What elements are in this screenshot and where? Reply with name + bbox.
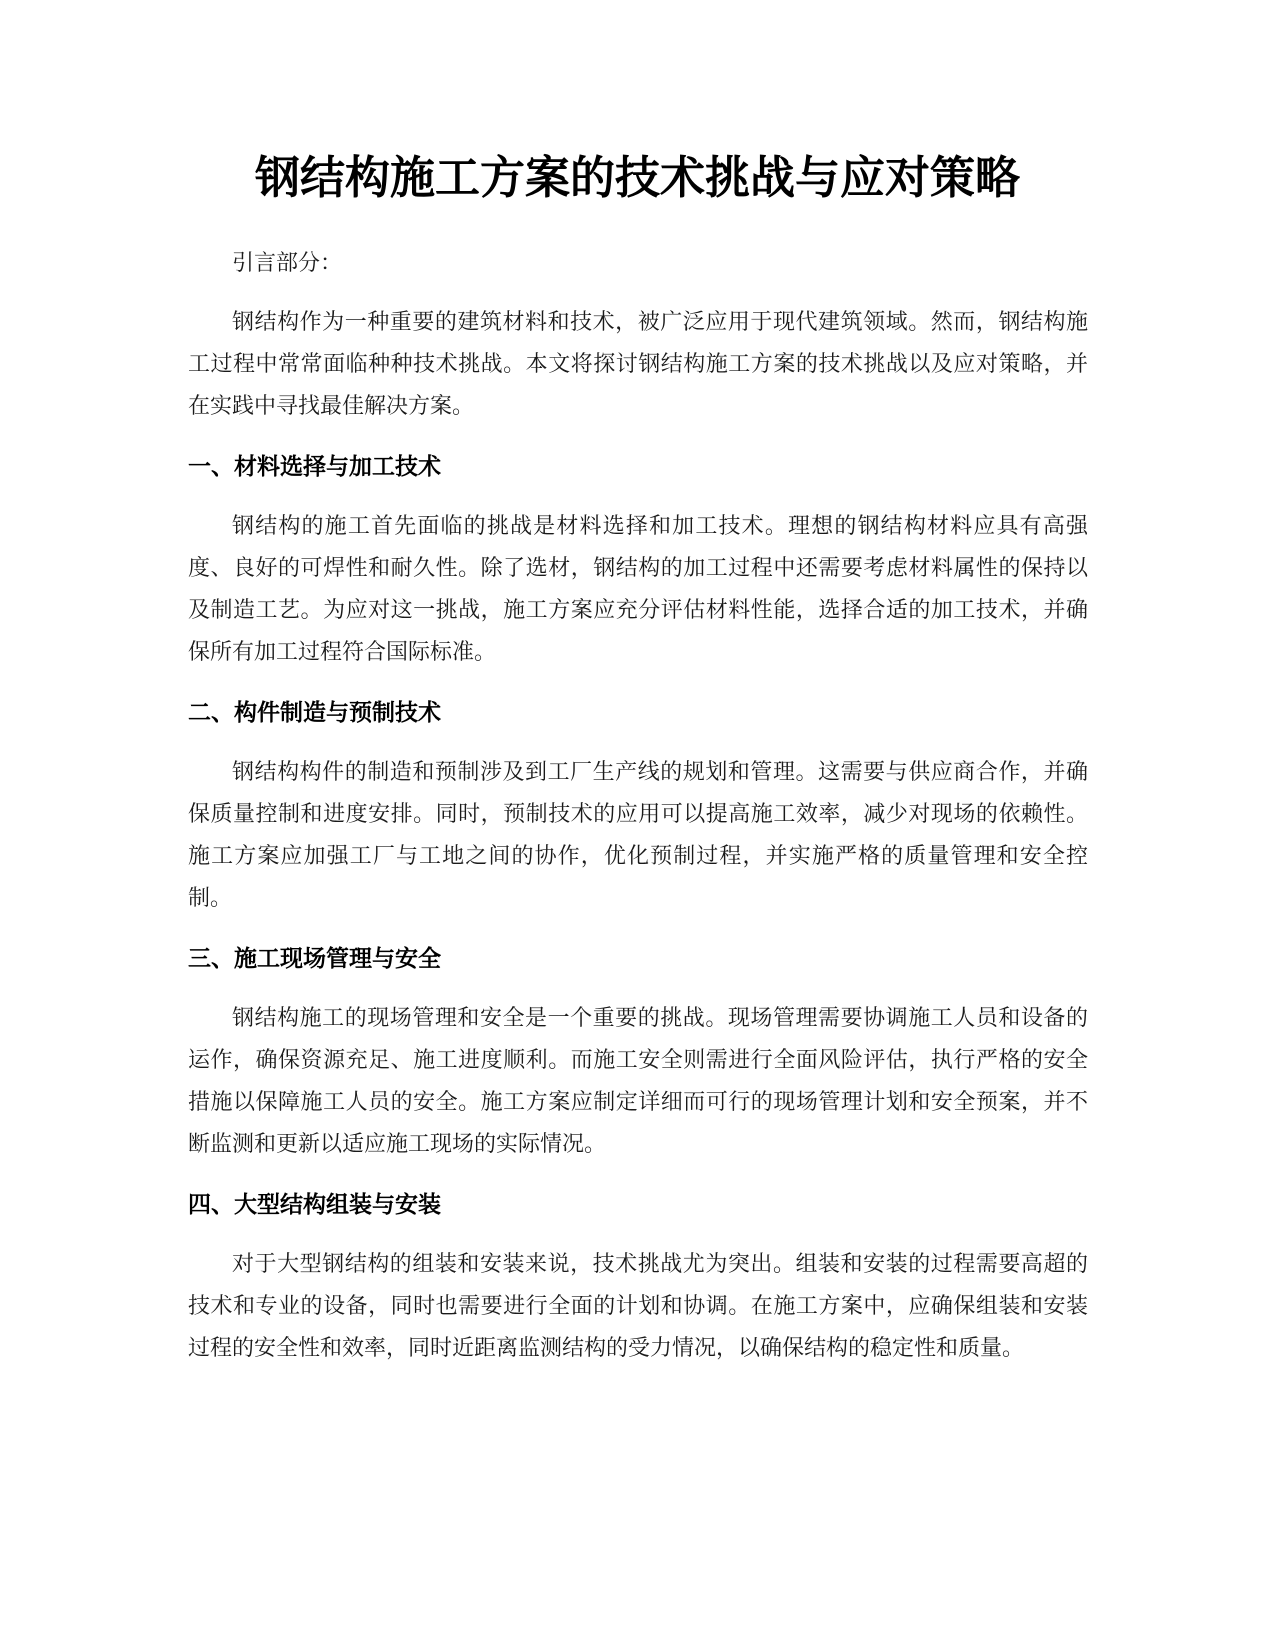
section-heading: 三、施工现场管理与安全: [188, 946, 441, 972]
section-4: [188, 1184, 1088, 1370]
document-body: [188, 243, 1088, 1388]
section-heading: 四、大型结构组装与安装: [188, 1192, 441, 1218]
section-2: [188, 692, 1088, 920]
section-heading: 二、构件制造与预制技术: [188, 700, 441, 726]
section-paragraph: 钢结构的施工首先面临的挑战是材料选择和加工技术。理想的钢结构材料应具有高强度、良好的可焊性和耐久性。除了选材，钢结构的加工过程中还需要考虑材料属性的保持以及制造工艺。为应对这一挑战，施工方案应充分评估材料性能，选择合适的加工技术，并确保所有加工过程符合国际标准。: [188, 514, 1088, 665]
section-1: [188, 446, 1088, 674]
section-paragraph: 钢结构施工的现场管理和安全是一个重要的挑战。现场管理需要协调施工人员和设备的运作，确保资源充足、施工进度顺利。而施工安全则需进行全面风险评估，执行严格的安全措施以保障施工人员的安全。施工方案应制定详细而可行的现场管理计划和安全预案，并不断监测和更新以适应施工现场的实际情况。: [188, 1006, 1088, 1157]
section-paragraph: 对于大型钢结构的组装和安装来说，技术挑战尤为突出。组装和安装的过程需要高超的技术和专业的设备，同时也需要进行全面的计划和协调。在施工方案中，应确保组装和安装过程的安全性和效率，同时近距离监测结构的受力情况，以确保结构的稳定性和质量。: [188, 1252, 1088, 1361]
section-heading: 一、材料选择与加工技术: [188, 454, 441, 480]
intro-paragraph: 钢结构作为一种重要的建筑材料和技术，被广泛应用于现代建筑领域。然而，钢结构施工过程中常常面临种种技术挑战。本文将探讨钢结构施工方案的技术挑战以及应对策略，并在实践中寻找最佳解决方案。: [188, 310, 1088, 419]
section-paragraph: 钢结构构件的制造和预制涉及到工厂生产线的规划和管理。这需要与供应商合作，并确保质量控制和进度安排。同时，预制技术的应用可以提高施工效率，减少对现场的依赖性。施工方案应加强工厂与工地之间的协作，优化预制过程，并实施严格的质量管理和安全控制。: [188, 760, 1088, 911]
section-3: [188, 938, 1088, 1166]
intro-label: 引言部分：: [232, 251, 343, 276]
document-title: 钢结构施工方案的技术挑战与应对策略: [254, 151, 1020, 204]
